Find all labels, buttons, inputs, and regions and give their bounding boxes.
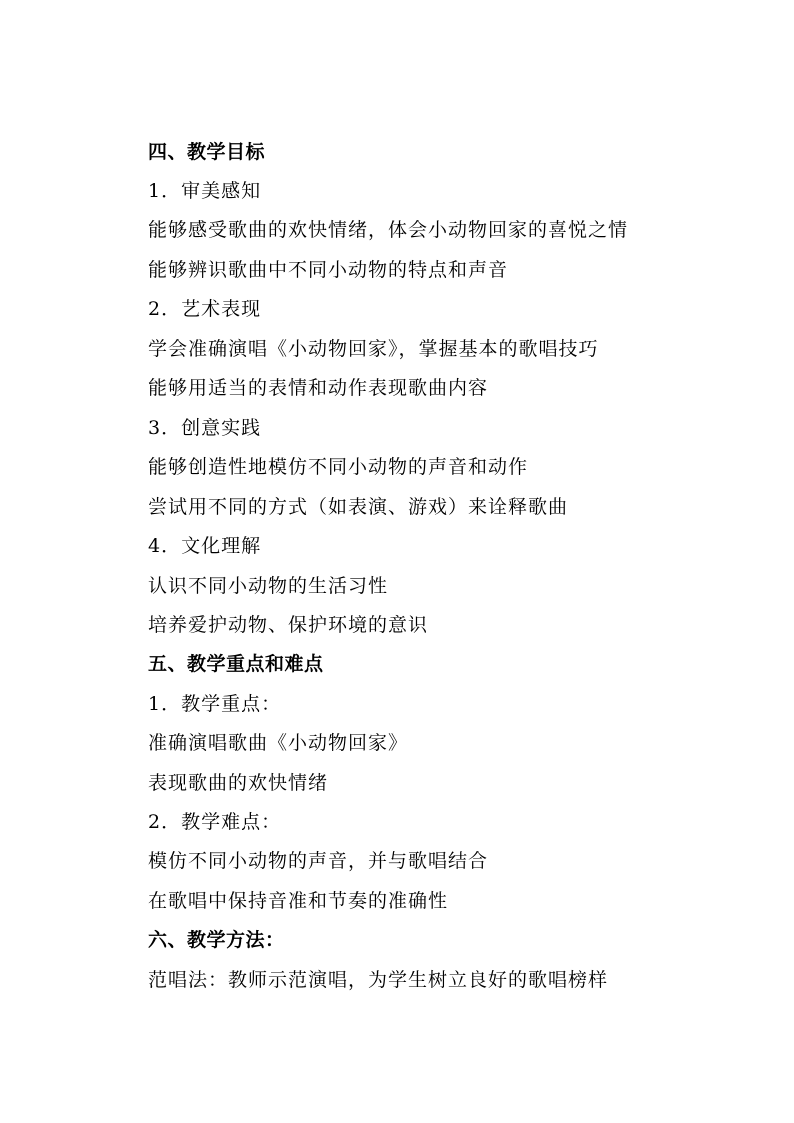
paragraph-line: 在歌唱中保持音准和节奏的准确性 [148, 890, 449, 912]
section-heading-teaching-methods: 六、教学方法： [148, 929, 285, 951]
subheading-teaching-difficulty: 2．教学难点： [148, 811, 282, 833]
subheading-creative-practice: 3．创意实践 [148, 417, 262, 439]
paragraph-line: 准确演唱歌曲《小动物回家》 [148, 732, 409, 754]
subheading-teaching-focus: 1．教学重点： [148, 693, 282, 715]
paragraph-line: 培养爱护动物、保护环境的意识 [148, 614, 429, 636]
paragraph-line: 能够感受歌曲的欢快情绪，体会小动物回家的喜悦之情 [148, 219, 629, 241]
subheading-aesthetic-perception: 1．审美感知 [148, 180, 262, 202]
paragraph-line: 学会准确演唱《小动物回家》，掌握基本的歌唱技巧 [148, 338, 599, 360]
paragraph-line: 能够用适当的表情和动作表现歌曲内容 [148, 377, 489, 399]
paragraph-line: 认识不同小动物的生活习性 [148, 575, 389, 597]
paragraph-line: 表现歌曲的欢快情绪 [148, 772, 329, 794]
paragraph-line: 范唱法：教师示范演唱，为学生树立良好的歌唱榜样 [148, 969, 609, 991]
paragraph-line: 模仿不同小动物的声音，并与歌唱结合 [148, 850, 489, 872]
paragraph-line: 尝试用不同的方式（如表演、游戏）来诠释歌曲 [148, 496, 569, 518]
subheading-cultural-understanding: 4．文化理解 [148, 535, 262, 557]
paragraph-line: 能够辨识歌曲中不同小动物的特点和声音 [148, 259, 509, 281]
section-heading-teaching-goals: 四、教学目标 [148, 141, 266, 163]
subheading-artistic-expression: 2．艺术表现 [148, 298, 262, 320]
paragraph-line: 能够创造性地模仿不同小动物的声音和动作 [148, 456, 529, 478]
section-heading-key-points: 五、教学重点和难点 [148, 653, 324, 675]
